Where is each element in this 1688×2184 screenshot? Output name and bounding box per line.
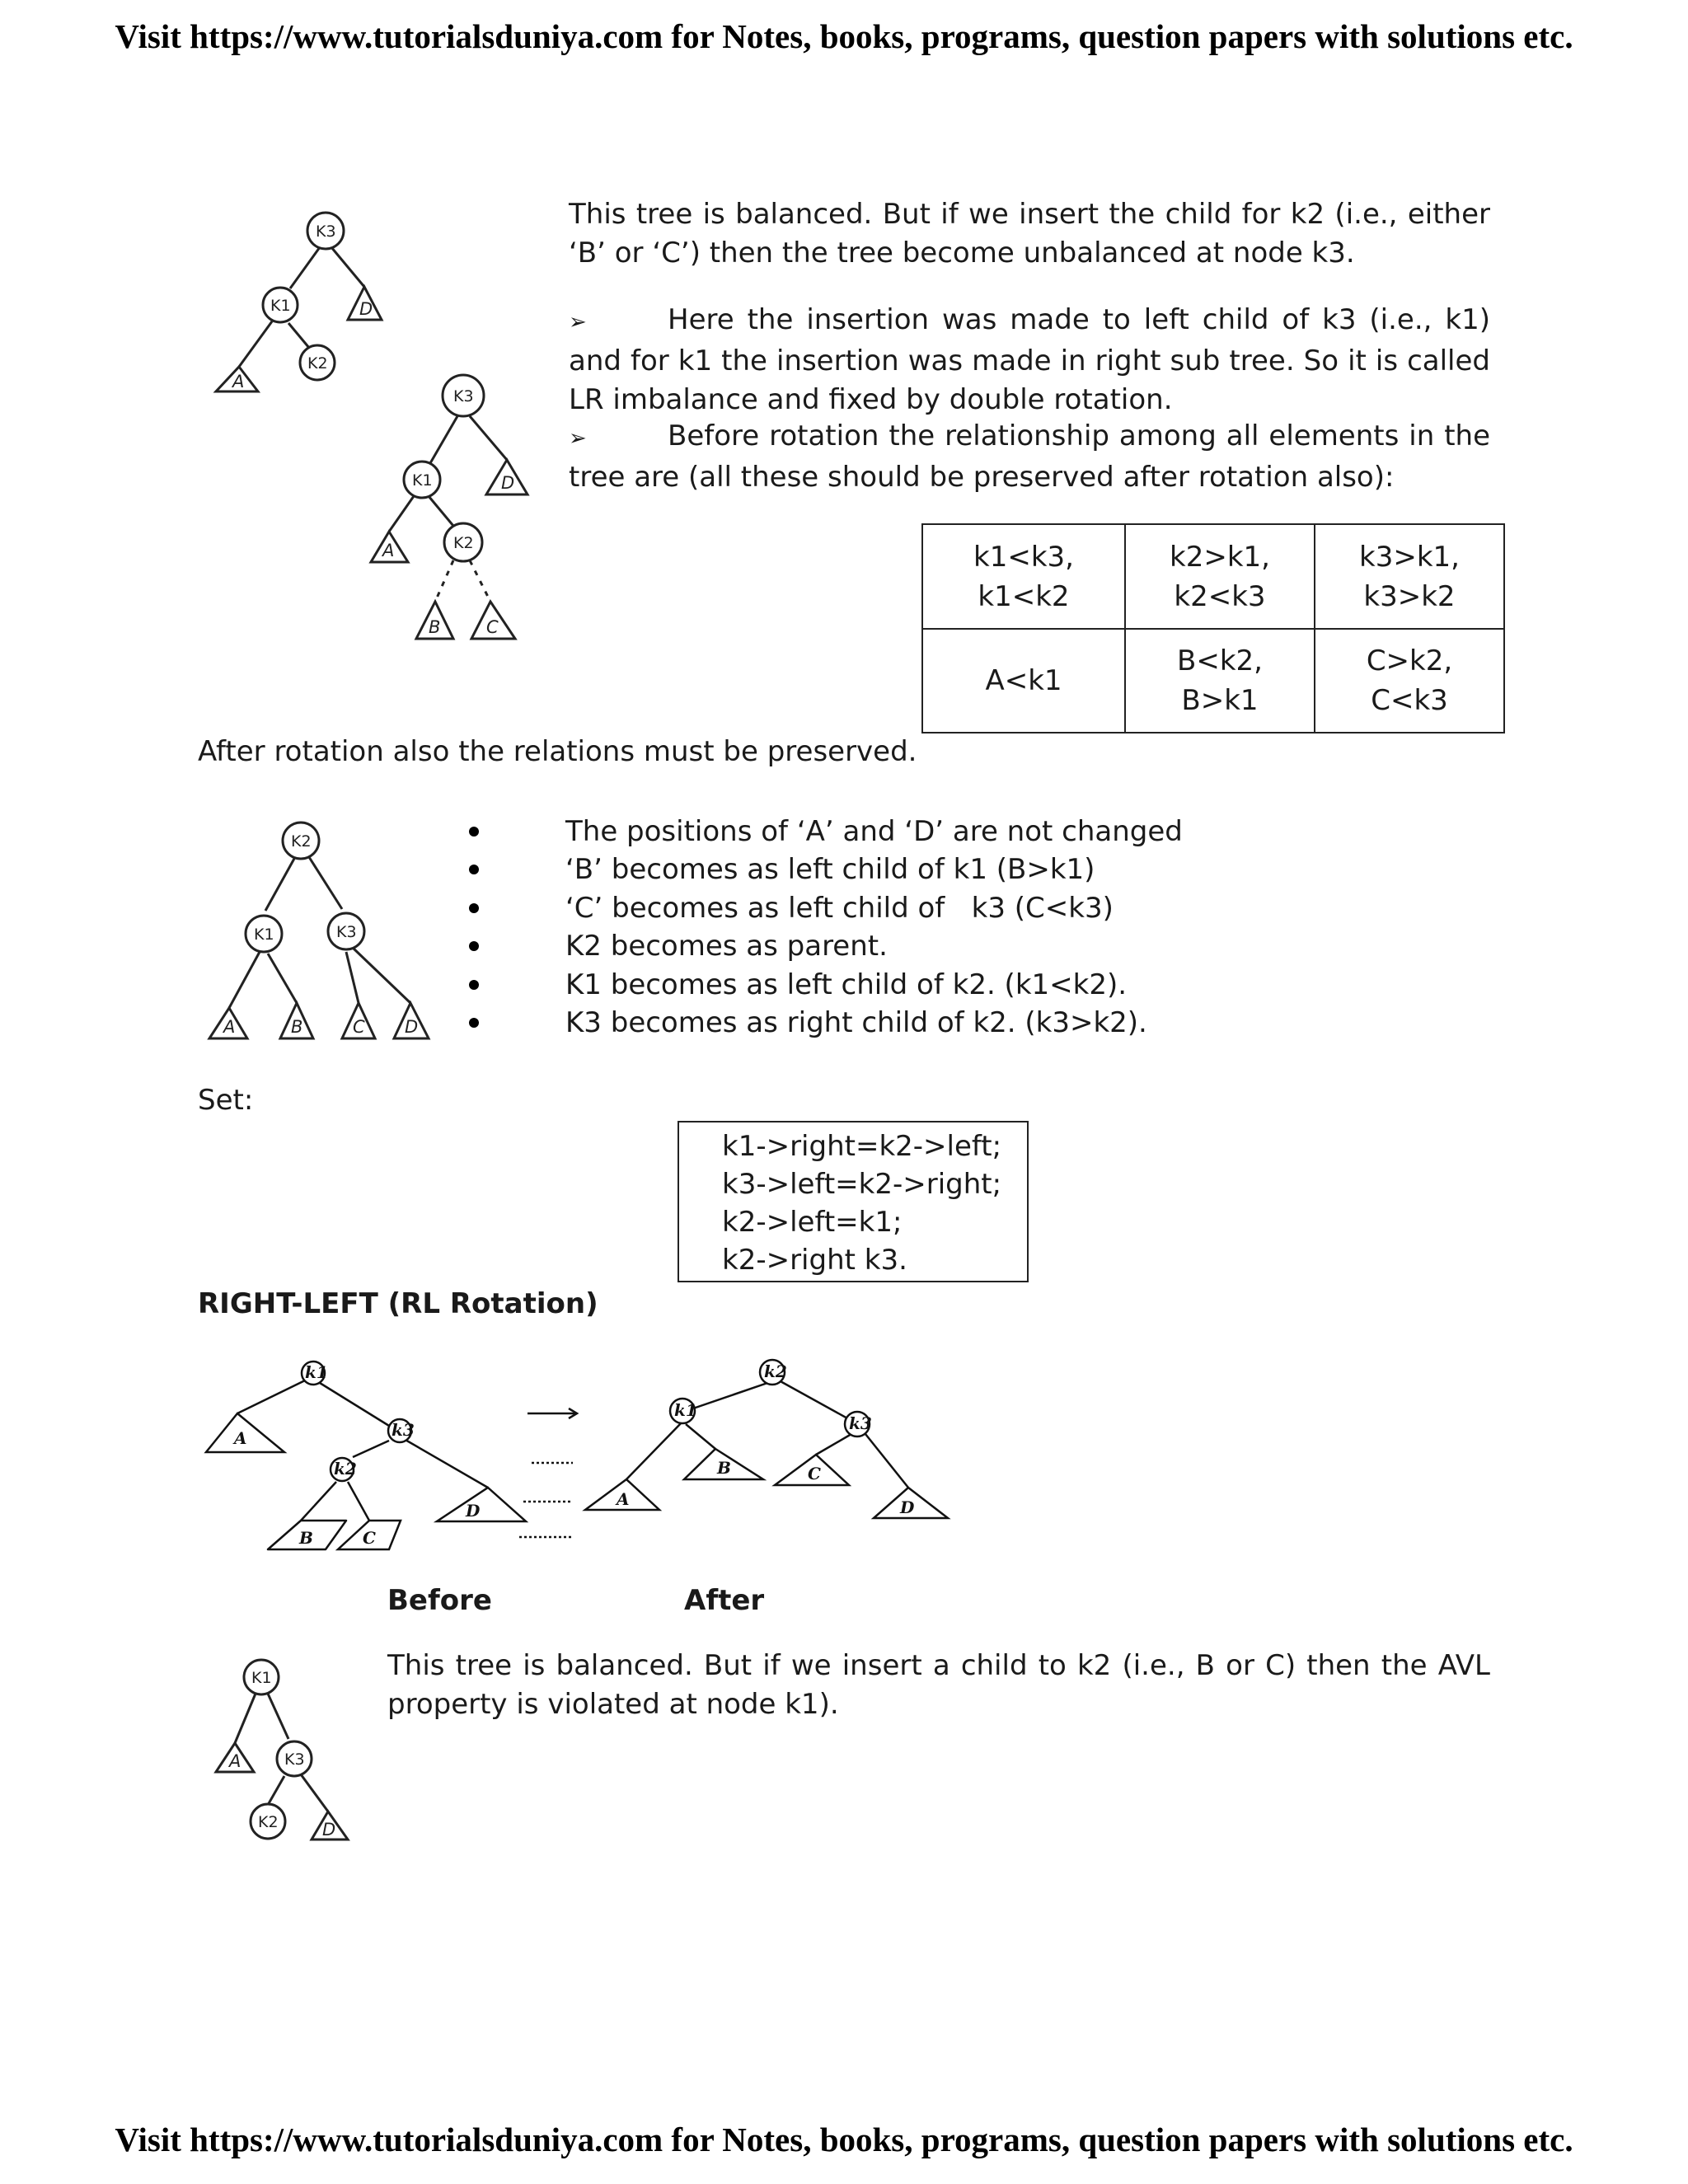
bullet-dot: [469, 941, 479, 951]
subtree-b-label: B: [299, 1528, 313, 1548]
rl-unbalanced-tree-figure: [206, 1657, 371, 1854]
subtree-a-label: A: [382, 541, 395, 560]
subtree-b-label: B: [291, 1017, 303, 1037]
relations-cell: k3>k1, k3>k2: [1315, 524, 1504, 629]
relations-cell: C>k2, C<k3: [1315, 629, 1504, 733]
arrow-bullet-icon: ➢: [569, 310, 587, 335]
node-k1-label: K1: [270, 297, 291, 315]
relations-cell: k2>k1, k2<k3: [1125, 524, 1315, 629]
subtree-d-label: D: [466, 1501, 481, 1521]
bottom-banner: Visit https://www.tutorialsduniya.com for Notes, books, programs, question papers with solutions etc.: [115, 2121, 1573, 2158]
subtree-c-label: C: [486, 617, 499, 637]
list-item: K3 becomes as right child of k2. (k3>k2).: [565, 1006, 1147, 1039]
node-k1-label: k1: [305, 1362, 328, 1382]
bullet-dot: [469, 865, 479, 874]
node-k2-label: K2: [307, 354, 328, 373]
rl-paragraph: This tree is balanced. But if we insert a child to k2 (i.e., B or C) then the AVL property is violated at node k1).: [387, 1649, 1490, 1721]
bullet-dot: [469, 903, 479, 913]
code-line: k3->left=k2->right;: [722, 1168, 1002, 1201]
set-label: Set:: [198, 1084, 254, 1117]
node-k3-label: k3: [392, 1420, 415, 1440]
subtree-a-label: A: [229, 1751, 241, 1771]
bullet-dot: [469, 1018, 479, 1028]
node-k1-label: K1: [251, 1669, 272, 1687]
subtree-d-label: D: [405, 1017, 419, 1037]
node-k1-label: K1: [254, 926, 274, 944]
subtree-a-label: A: [617, 1489, 630, 1509]
top-banner: Visit https://www.tutorialsduniya.com for Notes, books, programs, question papers with solutions etc.: [115, 17, 1573, 55]
subtree-b-label: B: [717, 1458, 731, 1478]
subtree-d-label: D: [900, 1497, 915, 1517]
subtree-d-label: D: [322, 1820, 336, 1840]
subtree-a-label: A: [232, 372, 245, 391]
node-k3-label: K3: [453, 387, 474, 405]
rl-rotation-heading: RIGHT-LEFT (RL Rotation): [198, 1287, 598, 1320]
subtree-b-label: B: [429, 617, 441, 637]
code-line: k2->right k3.: [722, 1244, 907, 1277]
code-box: [678, 1121, 1029, 1282]
rl-rotation-figure: [198, 1352, 973, 1566]
subtree-c-label: C: [363, 1528, 376, 1548]
node-k3-label: K3: [336, 923, 357, 941]
node-k3-label: k3: [849, 1413, 872, 1433]
lr-after-tree-figure: [198, 820, 445, 1051]
arrow-bullet-icon: ➢: [569, 426, 587, 451]
node-k2-label: k2: [764, 1361, 787, 1381]
code-line: k1->right=k2->left;: [722, 1130, 1002, 1163]
node-k1-label: K1: [412, 471, 433, 490]
before-label: Before: [387, 1584, 492, 1617]
node-k1-label: k1: [674, 1400, 697, 1420]
list-item: The positions of ‘A’ and ‘D’ are not changed: [565, 815, 1183, 848]
relations-table: [921, 523, 1505, 733]
after-label: After: [684, 1584, 765, 1617]
arrow-point-2: ➢ Before rotation the relationship among all elements in the tree are (all these should be preserved after rotation also):: [569, 419, 1490, 494]
intro-paragraph: This tree is balanced. But if we insert the child for k2 (i.e., either ‘B’ or ‘C’) then the tree become unbalanced at node k3.: [569, 198, 1490, 269]
node-k2-label: K2: [453, 534, 474, 552]
list-item: K2 becomes as parent.: [565, 930, 888, 963]
bullet-dot: [469, 827, 479, 837]
subtree-c-label: C: [353, 1017, 365, 1037]
relations-cell: B<k2, B>k1: [1125, 629, 1315, 733]
after-rotation-note: After rotation also the relations must be preserved.: [198, 735, 917, 768]
arrow-point-1: ➢ Here the insertion was made to left child of k3 (i.e., k1) and for k1 the insertion was made in right sub tree. So it is called LR imbalance and fixed by double rotation.: [569, 303, 1490, 416]
node-k2-label: K2: [291, 832, 312, 851]
subtree-a-label: A: [223, 1017, 236, 1037]
subtree-d-label: D: [359, 299, 373, 319]
subtree-d-label: D: [501, 473, 515, 493]
list-item: ‘C’ becomes as left child of k3 (C<k3): [565, 892, 1114, 925]
node-k2-label: k2: [334, 1459, 357, 1479]
code-line: k2->left=k1;: [722, 1206, 903, 1239]
subtree-a-label: A: [234, 1428, 247, 1448]
node-k2-label: K2: [258, 1813, 279, 1831]
node-k3-label: K3: [284, 1750, 305, 1769]
subtree-c-label: C: [808, 1464, 821, 1483]
list-item: ‘B’ becomes as left child of k1 (B>k1): [565, 853, 1095, 886]
node-k3-label: K3: [316, 223, 336, 241]
relations-cell: A<k1: [922, 629, 1125, 733]
list-item: K1 becomes as left child of k2. (k1<k2).: [565, 968, 1128, 1001]
lr-before-trees-figure: [206, 198, 552, 659]
relations-cell: k1<k3, k1<k2: [922, 524, 1125, 629]
bullet-dot: [469, 980, 479, 990]
